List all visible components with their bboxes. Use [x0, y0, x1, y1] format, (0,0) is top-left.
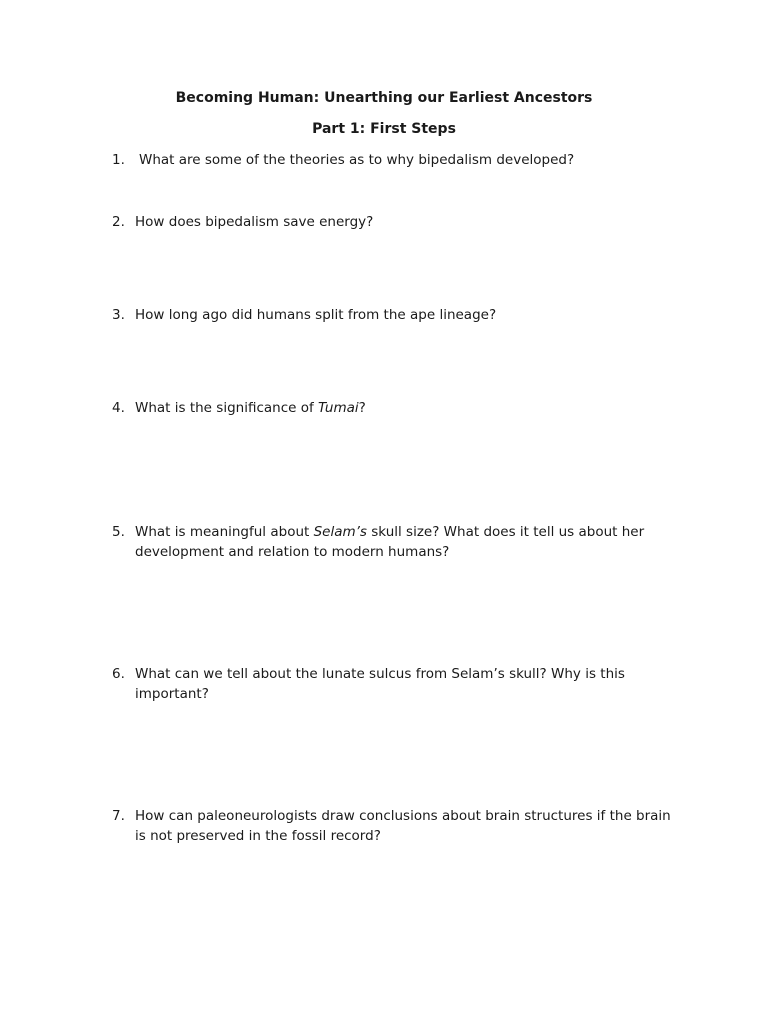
question-emphasis: Tumai — [318, 400, 359, 416]
question-emphasis: Selam’s — [313, 524, 367, 540]
question-2 — [112, 212, 672, 232]
question-7 — [112, 806, 672, 846]
question-number: 1. — [112, 152, 125, 168]
question-6 — [112, 664, 672, 704]
question-text-end: skull size? What does it tell us about her development and relation to modern humans? — [135, 524, 645, 560]
question-number: 4. — [112, 400, 125, 416]
question-5 — [112, 522, 672, 562]
question-number: 5. — [112, 524, 125, 540]
question-text — [135, 522, 672, 562]
question-4 — [112, 398, 672, 418]
question-number: 6. — [112, 666, 125, 682]
question-text — [135, 398, 672, 418]
question-text: How long ago did humans split from the ape lineage? — [135, 307, 497, 323]
question-number: 3. — [112, 307, 125, 323]
question-text: What are some of the theories as to why bipedalism developed? — [139, 152, 575, 168]
question-text: How does bipedalism save energy? — [135, 214, 374, 230]
question-text: What can we tell about the lunate sulcus from Selam’s skull? Why is this important? — [135, 666, 625, 702]
question-text-start: What is meaningful about — [135, 524, 314, 540]
question-number: 2. — [112, 214, 125, 230]
question-text-start: What is the significance of — [135, 400, 319, 416]
question-text-end: ? — [358, 400, 366, 416]
document-title: Becoming Human: Unearthing our Earliest Ancestors — [175, 90, 593, 106]
question-text: How can paleoneurologists draw conclusions about brain structures if the brain is not preserved in the fossil record? — [135, 808, 671, 844]
section-heading: Part 1: First Steps — [312, 121, 456, 137]
question-number: 7. — [112, 808, 125, 824]
question-3 — [112, 305, 672, 325]
question-1 — [112, 150, 672, 170]
